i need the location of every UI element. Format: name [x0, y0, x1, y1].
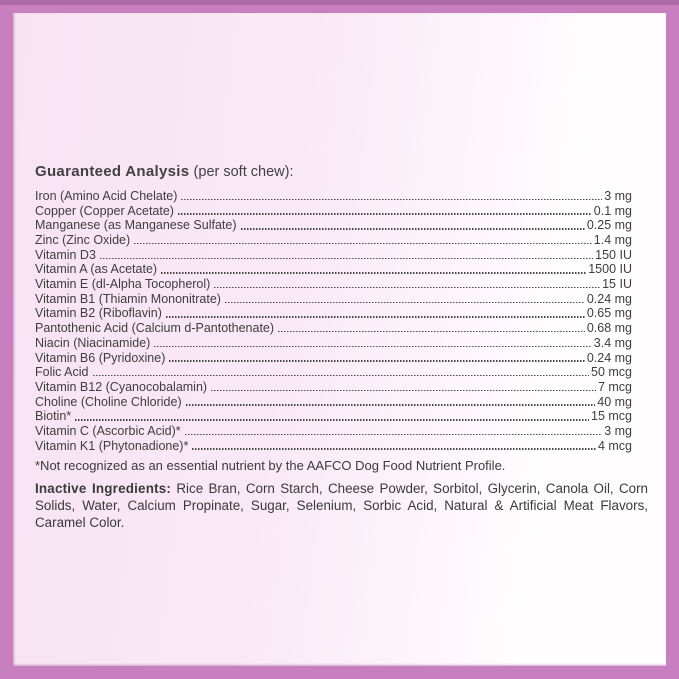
nutrient-value: 40 mg [597, 394, 632, 409]
analysis-row [35, 262, 632, 277]
dotted-leader [100, 258, 593, 259]
nutrient-name: Vitamin B6 (Pyridoxine) [35, 350, 166, 365]
analysis-row [35, 395, 632, 410]
analysis-row [35, 351, 632, 366]
dotted-leader [75, 419, 589, 420]
nutrient-name: Vitamin K1 (Phytonadione)* [35, 438, 189, 453]
dotted-leader [178, 213, 592, 214]
nutrient-name: Pantothenic Acid (Calcium d-Pantothenate) [35, 321, 275, 336]
nutrient-value: 0.1 mg [593, 203, 632, 218]
analysis-row [35, 439, 632, 454]
nutrient-value: 50 mcg [591, 365, 632, 380]
analysis-row [35, 321, 632, 336]
heading-suffix: (per soft chew): [193, 164, 294, 180]
dotted-leader [192, 448, 596, 449]
analysis-row [35, 307, 632, 322]
analysis-row [35, 424, 632, 439]
dotted-leader [154, 346, 591, 347]
inactive-ingredients-label: Inactive Ingredients: [35, 481, 172, 497]
nutrient-value: 3 mg [604, 423, 632, 438]
inactive-ingredients [35, 481, 648, 531]
nutrient-name: Vitamin C (Ascorbic Acid)* [35, 423, 181, 438]
nutrient-name: Zinc (Zinc Oxide) [35, 233, 131, 248]
nutrient-name: Vitamin B2 (Riboflavin) [35, 306, 162, 321]
nutrient-value: 7 mcg [597, 379, 632, 394]
nutrient-name: Copper (Copper Acetate) [35, 203, 174, 218]
dotted-leader [169, 360, 584, 361]
analysis-row [35, 218, 632, 233]
nutrient-name: Vitamin E (dl-Alpha Tocopherol) [35, 277, 211, 292]
analysis-row [35, 292, 632, 307]
label-background [13, 13, 666, 666]
aafco-footnote: *Not recognized as an essential nutrient by the AAFCO Dog Food Nutrient Profile. [35, 458, 506, 474]
nutrient-value: 3 mg [604, 188, 632, 203]
analysis-list [35, 189, 632, 453]
frame-top-accent-stripe [0, 0, 679, 5]
dotted-leader [181, 199, 602, 200]
analysis-row [35, 248, 632, 263]
analysis-row [35, 380, 632, 395]
dotted-leader [93, 375, 590, 376]
nutrient-value: 4 mcg [597, 438, 632, 453]
nutrient-name: Choline (Choline Chloride) [35, 394, 182, 409]
heading-title: Guaranteed Analysis [35, 163, 190, 180]
analysis-row [35, 365, 632, 380]
dotted-leader [166, 316, 585, 317]
dotted-leader [186, 404, 596, 405]
nutrient-value: 15 mcg [591, 409, 632, 424]
nutrient-name: Biotin* [35, 409, 72, 424]
analysis-row [35, 336, 632, 351]
dotted-leader [225, 302, 585, 303]
nutrient-name: Vitamin B1 (Thiamin Mononitrate) [35, 291, 221, 306]
dotted-leader [241, 228, 585, 229]
dotted-leader [185, 434, 603, 435]
nutrient-name: Iron (Amino Acid Chelate) [35, 188, 178, 203]
nutrient-value: 0.65 mg [586, 306, 632, 321]
nutrient-name: Folic Acid [35, 365, 89, 380]
nutrient-value: 0.24 mg [586, 291, 632, 306]
dotted-leader [134, 243, 592, 244]
nutrient-name: Niacin (Niacinamide) [35, 335, 151, 350]
analysis-row [35, 277, 632, 292]
inactive-ingredients-text: Rice Bran, Corn Starch, Cheese Powder, Sorbitol, Glycerin, Canola Oil, Corn Solids, Water, Calcium Propinate, Sugar, Selenium, Sorbic Acid, Natural & Artificial Meat Flavors, Caramel Color. [35, 481, 649, 530]
nutrient-name: Manganese (as Manganese Sulfate) [35, 218, 237, 233]
nutrient-value: 15 IU [602, 277, 632, 292]
analysis-row [35, 189, 632, 204]
nutrient-value: 150 IU [595, 247, 632, 262]
analysis-row [35, 233, 632, 248]
dotted-leader [278, 331, 585, 332]
guaranteed-analysis-heading [35, 162, 648, 182]
dotted-leader [214, 287, 600, 288]
nutrient-value: 0.25 mg [586, 218, 632, 233]
nutrient-name: Vitamin D3 [35, 247, 96, 262]
nutrient-value: 0.68 mg [586, 321, 632, 336]
analysis-row [35, 409, 632, 424]
nutrient-name: Vitamin A (as Acetate) [35, 262, 158, 277]
nutrient-value: 0.24 mg [586, 350, 632, 365]
nutrient-value: 1500 IU [588, 262, 632, 277]
nutrient-name: Vitamin B12 (Cyanocobalamin) [35, 379, 208, 394]
nutrient-value: 3.4 mg [593, 335, 632, 350]
analysis-row [35, 204, 632, 219]
dotted-leader [211, 390, 596, 391]
nutrient-value: 1.4 mg [593, 233, 632, 248]
dotted-leader [161, 272, 586, 273]
